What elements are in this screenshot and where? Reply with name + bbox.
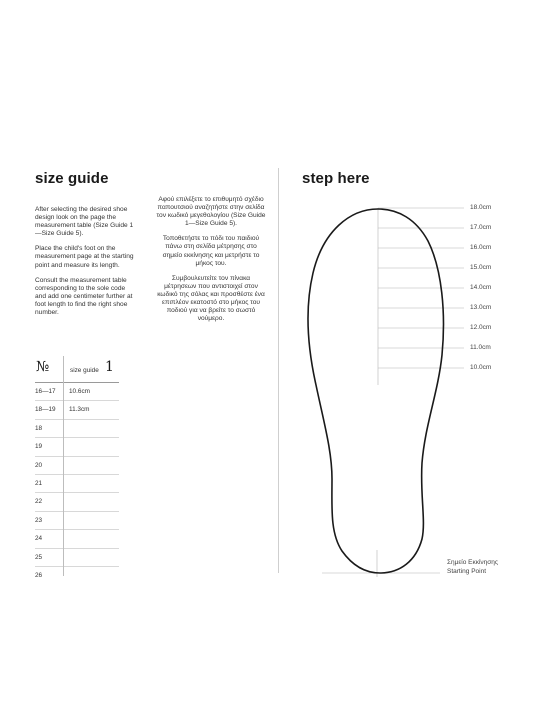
- table-row: [35, 457, 119, 475]
- ruler-label-18: 18.0cm: [470, 204, 492, 211]
- el-paragraph-1: Αφού επιλέξετε το επιθυμητό σχέδιο παπουτσιού αναζητήστε στην σελίδα τον κωδικό μεγεθολογίου (Size Guide 1—Size Guide 5).: [156, 196, 266, 228]
- table-row: [35, 401, 119, 419]
- size-cell: 21: [35, 479, 43, 487]
- table-row: [35, 493, 119, 511]
- table-column-divider: [63, 356, 64, 576]
- size-cell: 20: [35, 461, 43, 469]
- ruler-label-10: 10.0cm: [470, 364, 492, 371]
- table-row: [35, 420, 119, 438]
- length-cell: 10.6cm: [69, 388, 90, 395]
- size-guide-number: 1: [105, 359, 114, 375]
- ruler-label-15: 15.0cm: [470, 264, 492, 271]
- el-paragraph-3: Συμβουλευτείτε τον πίνακα μέτρησεων που αντιστοιχεί στον κωδικό της σόλας και προσθέστε ένα επιπλέον εκατοστό στο μήκος του ποδιού για να βρείτε το σωστό νούμερο.: [157, 274, 265, 323]
- foot-outline-diagram: [280, 195, 540, 585]
- table-header: [35, 356, 119, 383]
- size-cell: 19: [35, 443, 43, 451]
- en-paragraph-1: After selecting the desired shoe design look on the page the measurement table (Size Guide 1—Size Guide 5).: [35, 206, 134, 238]
- size-table: [35, 356, 119, 584]
- table-row: [35, 512, 119, 530]
- page-divider: [278, 168, 279, 573]
- table-row: [35, 438, 119, 456]
- starting-point-greek: Σημείο Εκκίνησης: [447, 559, 499, 566]
- english-instructions: [35, 206, 135, 324]
- size-cell: 23: [35, 516, 43, 524]
- size-cell: 18: [35, 424, 43, 432]
- table-row: [35, 549, 119, 567]
- size-guide-label: size guide: [70, 367, 99, 374]
- ruler-label-17: 17.0cm: [470, 224, 492, 231]
- size-cell: 26: [35, 571, 43, 579]
- ruler-label-13: 13.0cm: [470, 304, 492, 311]
- ruler-label-12: 12.0cm: [470, 324, 492, 331]
- length-cell: 11.3cm: [69, 406, 90, 414]
- en-paragraph-3: Consult the measurement table corresponding to the sole code and add one centimeter further at foot length to find the right shoe number.: [35, 276, 133, 317]
- ruler-ticks: [322, 208, 464, 577]
- table-row: [35, 567, 119, 584]
- size-guide-title: size guide: [35, 170, 109, 187]
- number-symbol: №: [36, 359, 50, 375]
- ruler-label-11: 11.0cm: [470, 344, 491, 351]
- step-here-title: step here: [302, 170, 370, 187]
- el-paragraph-2: Τοποθετήστε το πόδι του παιδιού πάνω στη σελίδα μέτρησης στο σημείο εκκίνησης και μετρήστε το μήκος του.: [162, 235, 260, 267]
- table-row: [35, 383, 119, 401]
- starting-point-english: Starting Point: [447, 567, 487, 575]
- size-cell: 22: [35, 498, 43, 506]
- ruler-label-16: 16.0cm: [470, 244, 492, 251]
- size-cell: 16—17: [35, 388, 56, 395]
- sole-outline: [308, 209, 443, 573]
- starting-point-label: [447, 559, 498, 576]
- size-cell: 25: [35, 553, 43, 561]
- size-cell: 18—19: [35, 406, 56, 414]
- table-row: [35, 530, 119, 548]
- en-paragraph-2: Place the child's foot on the measurement page at the starting point and measure its length.: [35, 245, 134, 269]
- size-cell: 24: [35, 535, 43, 543]
- ruler-label-14: 14.0cm: [470, 284, 492, 291]
- greek-instructions: [155, 196, 267, 330]
- table-row: [35, 475, 119, 493]
